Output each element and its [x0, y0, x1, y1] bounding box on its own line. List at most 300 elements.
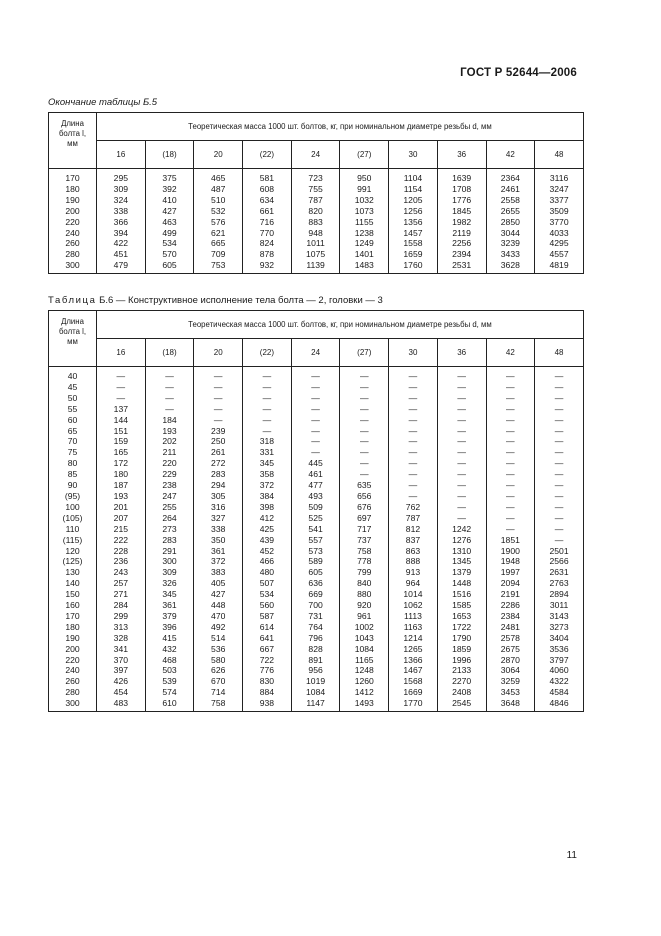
table-row — [49, 217, 584, 228]
mass-cell: 283 — [145, 535, 194, 546]
mass-cell: 2094 — [486, 578, 535, 589]
mass-cell: — — [389, 491, 438, 502]
mass-cell: 1448 — [437, 578, 486, 589]
mass-cell: — — [535, 382, 584, 393]
mass-cell: 758 — [194, 698, 243, 711]
mass-cell: 454 — [97, 687, 146, 698]
mass-cell: 991 — [340, 184, 389, 195]
mass-cell: 961 — [340, 611, 389, 622]
table-row — [49, 676, 584, 687]
mass-cell: — — [389, 480, 438, 491]
length-cell: 180 — [49, 184, 97, 195]
table2-caption-rest: Б.6 — Конструктивное исполнение тела болта — 2, головки — 3 — [96, 295, 383, 306]
mass-cell: — — [389, 447, 438, 458]
mass-cell: 3143 — [535, 611, 584, 622]
mass-cell: 539 — [145, 676, 194, 687]
mass-cell: 394 — [97, 228, 146, 239]
mass-cell: 137 — [97, 404, 146, 415]
mass-cell: 487 — [194, 184, 243, 195]
mass-cell: — — [340, 426, 389, 437]
mass-cell: 1265 — [389, 644, 438, 655]
table-body — [49, 367, 584, 712]
length-cell: 160 — [49, 600, 97, 611]
table-row — [49, 600, 584, 611]
mass-cell: 222 — [97, 535, 146, 546]
mass-cell: 884 — [243, 687, 292, 698]
mass-cell: 576 — [194, 217, 243, 228]
mass-cell: 1760 — [389, 260, 438, 273]
mass-cell: — — [389, 415, 438, 426]
length-column-header — [49, 113, 97, 169]
mass-cell: 466 — [243, 556, 292, 567]
mass-cell: 2384 — [486, 611, 535, 622]
mass-cell: 938 — [243, 698, 292, 711]
mass-cell: — — [437, 382, 486, 393]
mass-cell: 372 — [243, 480, 292, 491]
mass-cell: 215 — [97, 524, 146, 535]
table-row — [49, 502, 584, 513]
mass-cell: 1356 — [389, 217, 438, 228]
table-row — [49, 578, 584, 589]
mass-cell: 172 — [97, 458, 146, 469]
mass-cell: 2394 — [437, 249, 486, 260]
mass-cell: 331 — [243, 447, 292, 458]
mass-cell: 878 — [243, 249, 292, 260]
table-row — [49, 546, 584, 557]
mass-cell: 541 — [291, 524, 340, 535]
mass-cell: — — [389, 404, 438, 415]
table-row — [49, 404, 584, 415]
mass-cell: 3273 — [535, 622, 584, 633]
mass-cell: 534 — [145, 238, 194, 249]
mass-cell: 479 — [97, 260, 146, 273]
mass-cell: — — [535, 502, 584, 513]
mass-cell: 536 — [194, 644, 243, 655]
mass-cell: 2763 — [535, 578, 584, 589]
length-cell: 180 — [49, 622, 97, 633]
mass-cell: 932 — [243, 260, 292, 273]
length-cell: (95) — [49, 491, 97, 502]
mass-cell: 243 — [97, 567, 146, 578]
length-cell: 90 — [49, 480, 97, 491]
mass-cell: 427 — [194, 589, 243, 600]
mass-cell: — — [340, 447, 389, 458]
mass-cell: 762 — [389, 502, 438, 513]
mass-cell: — — [340, 382, 389, 393]
mass-cell: 439 — [243, 535, 292, 546]
mass-cell: 2119 — [437, 228, 486, 239]
mass-cell: 255 — [145, 502, 194, 513]
mass-cell: 2545 — [437, 698, 486, 711]
mass-cell: — — [437, 513, 486, 524]
mass-cell: 1238 — [340, 228, 389, 239]
table-row — [49, 644, 584, 655]
table-row — [49, 535, 584, 546]
mass-cell: 328 — [97, 633, 146, 644]
table-row — [49, 611, 584, 622]
diameter-header-cell: 24 — [291, 339, 340, 367]
mass-cell: 950 — [340, 169, 389, 184]
mass-cell: 964 — [389, 578, 438, 589]
mass-cell: 634 — [243, 195, 292, 206]
mass-cell: — — [389, 458, 438, 469]
mass-cell: 753 — [194, 260, 243, 273]
length-cell: 70 — [49, 436, 97, 447]
mass-cell: 1002 — [340, 622, 389, 633]
mass-cell: 1948 — [486, 556, 535, 567]
mass-cell: 670 — [194, 676, 243, 687]
length-header-line: болта l, — [58, 129, 87, 138]
mass-cell: 700 — [291, 600, 340, 611]
mass-cell: — — [145, 382, 194, 393]
mass-cell: 1412 — [340, 687, 389, 698]
mass-cell: 669 — [291, 589, 340, 600]
table-b6 — [48, 310, 584, 712]
table-row — [49, 589, 584, 600]
mass-cell: 787 — [291, 195, 340, 206]
mass-cell: 309 — [97, 184, 146, 195]
mass-cell: 589 — [291, 556, 340, 567]
mass-cell: 913 — [389, 567, 438, 578]
mass-cell: — — [145, 404, 194, 415]
mass-cell: 3064 — [486, 665, 535, 676]
mass-cell: 667 — [243, 644, 292, 655]
length-cell: 55 — [49, 404, 97, 415]
mass-cell: 799 — [340, 567, 389, 578]
mass-cell: 1248 — [340, 665, 389, 676]
mass-cell: 3509 — [535, 206, 584, 217]
mass-cell: 1147 — [291, 698, 340, 711]
mass-cell: 264 — [145, 513, 194, 524]
mass-cell: 574 — [145, 687, 194, 698]
mass-cell: 272 — [194, 458, 243, 469]
mass-cell: 1790 — [437, 633, 486, 644]
mass-cell: 361 — [194, 546, 243, 557]
mass-cell: — — [535, 524, 584, 535]
length-cell: 100 — [49, 502, 97, 513]
table-b5-continuation — [48, 112, 584, 274]
table-row — [49, 622, 584, 633]
length-cell: 130 — [49, 567, 97, 578]
mass-cell: 2655 — [486, 206, 535, 217]
table-row — [49, 436, 584, 447]
mass-cell: 948 — [291, 228, 340, 239]
mass-cell: 492 — [194, 622, 243, 633]
length-header-line: Длина — [61, 119, 84, 128]
table-row — [49, 238, 584, 249]
diameter-header-cell: 16 — [97, 339, 146, 367]
mass-cell: 2531 — [437, 260, 486, 273]
mass-cell: — — [437, 367, 486, 382]
length-header-line: мм — [67, 337, 78, 346]
mass-cell: — — [486, 469, 535, 480]
mass-cell: 1845 — [437, 206, 486, 217]
mass-cell: 737 — [340, 535, 389, 546]
mass-cell: 3770 — [535, 217, 584, 228]
mass-cell: 731 — [291, 611, 340, 622]
mass-cell: — — [389, 469, 438, 480]
mass-cell: 165 — [97, 447, 146, 458]
mass-cell: 840 — [340, 578, 389, 589]
length-cell: 280 — [49, 687, 97, 698]
mass-cell: 384 — [243, 491, 292, 502]
mass-cell: — — [437, 502, 486, 513]
mass-cell: 366 — [97, 217, 146, 228]
mass-cell: 2270 — [437, 676, 486, 687]
mass-cell: 483 — [97, 698, 146, 711]
mass-cell: 1019 — [291, 676, 340, 687]
mass-cell: 432 — [145, 644, 194, 655]
mass-cell: 880 — [340, 589, 389, 600]
mass-cell: — — [243, 404, 292, 415]
mass-cell: — — [97, 367, 146, 382]
mass-cell: 327 — [194, 513, 243, 524]
length-cell: 220 — [49, 655, 97, 666]
mass-cell: 338 — [194, 524, 243, 535]
mass-cell: 180 — [97, 469, 146, 480]
mass-cell: — — [291, 367, 340, 382]
document-id: ГОСТ Р 52644—2006 — [460, 67, 577, 79]
table-row — [49, 633, 584, 644]
length-cell: 80 — [49, 458, 97, 469]
length-cell: 220 — [49, 217, 97, 228]
mass-cell: 480 — [243, 567, 292, 578]
mass-cell: 493 — [291, 491, 340, 502]
mass-cell: — — [486, 491, 535, 502]
mass-cell: 316 — [194, 502, 243, 513]
mass-cell: — — [486, 415, 535, 426]
mass-cell: 676 — [340, 502, 389, 513]
mass-cell: 361 — [145, 600, 194, 611]
mass-cell: 920 — [340, 600, 389, 611]
mass-cell: 318 — [243, 436, 292, 447]
mass-cell: 557 — [291, 535, 340, 546]
mass-cell: 560 — [243, 600, 292, 611]
mass-cell: 1011 — [291, 238, 340, 249]
mass-cell: 888 — [389, 556, 438, 567]
mass-cell: — — [340, 458, 389, 469]
length-cell: (125) — [49, 556, 97, 567]
mass-span-header: Теоретическая масса 1000 шт. болтов, кг, при номинальном диаметре резьбы d, мм — [97, 311, 584, 339]
mass-cell: 2850 — [486, 217, 535, 228]
mass-cell: 4060 — [535, 665, 584, 676]
mass-cell: — — [340, 436, 389, 447]
mass-cell: 1062 — [389, 600, 438, 611]
mass-cell: 228 — [97, 546, 146, 557]
mass-cell: 956 — [291, 665, 340, 676]
mass-cell: 1104 — [389, 169, 438, 184]
mass-cell: — — [194, 415, 243, 426]
mass-cell: 211 — [145, 447, 194, 458]
mass-cell: 587 — [243, 611, 292, 622]
mass-cell: — — [243, 382, 292, 393]
table2-caption — [48, 295, 383, 306]
mass-cell: 507 — [243, 578, 292, 589]
mass-cell: 525 — [291, 513, 340, 524]
mass-cell: 722 — [243, 655, 292, 666]
mass-cell: 300 — [145, 556, 194, 567]
mass-cell: 3404 — [535, 633, 584, 644]
mass-cell: 1014 — [389, 589, 438, 600]
mass-cell: — — [194, 393, 243, 404]
mass-cell: 837 — [389, 535, 438, 546]
diameter-header-cell: 16 — [97, 141, 146, 169]
mass-cell: 605 — [145, 260, 194, 273]
mass-cell: 1467 — [389, 665, 438, 676]
mass-cell: — — [194, 382, 243, 393]
mass-cell: 626 — [194, 665, 243, 676]
mass-cell: 2408 — [437, 687, 486, 698]
table-row — [49, 228, 584, 239]
mass-cell: 4846 — [535, 698, 584, 711]
mass-cell: 207 — [97, 513, 146, 524]
mass-cell: 283 — [194, 469, 243, 480]
mass-cell: 397 — [97, 665, 146, 676]
table-row — [49, 447, 584, 458]
diameter-header-row — [49, 141, 584, 169]
mass-cell: 247 — [145, 491, 194, 502]
mass-cell: 358 — [243, 469, 292, 480]
mass-cell: — — [535, 426, 584, 437]
mass-cell: 503 — [145, 665, 194, 676]
mass-cell: 1242 — [437, 524, 486, 535]
mass-cell: — — [389, 436, 438, 447]
mass-cell: 2558 — [486, 195, 535, 206]
mass-cell: — — [389, 426, 438, 437]
diameter-header-row — [49, 339, 584, 367]
mass-cell: — — [535, 367, 584, 382]
mass-cell: 461 — [291, 469, 340, 480]
mass-cell: 470 — [194, 611, 243, 622]
mass-cell: 1457 — [389, 228, 438, 239]
table-row — [49, 698, 584, 711]
mass-cell: 151 — [97, 426, 146, 437]
mass-cell: 2191 — [486, 589, 535, 600]
mass-cell: 3247 — [535, 184, 584, 195]
length-header-line: Длина — [61, 317, 84, 326]
mass-cell: 3259 — [486, 676, 535, 687]
table-row — [49, 513, 584, 524]
mass-cell: 510 — [194, 195, 243, 206]
mass-cell: 477 — [291, 480, 340, 491]
mass-cell: — — [340, 404, 389, 415]
table-row — [49, 260, 584, 273]
mass-cell: — — [145, 393, 194, 404]
table-row — [49, 184, 584, 195]
mass-cell: 2364 — [486, 169, 535, 184]
length-cell: 260 — [49, 676, 97, 687]
mass-cell: — — [291, 426, 340, 437]
mass-cell: 239 — [194, 426, 243, 437]
mass-cell: 697 — [340, 513, 389, 524]
table-row — [49, 367, 584, 382]
table-row — [49, 195, 584, 206]
table-row — [49, 415, 584, 426]
length-cell: 240 — [49, 228, 97, 239]
table2-caption-prefix: Таблица — [48, 295, 97, 306]
mass-cell: 345 — [243, 458, 292, 469]
mass-cell: 220 — [145, 458, 194, 469]
mass-cell: 758 — [340, 546, 389, 557]
mass-cell: — — [340, 469, 389, 480]
mass-cell: 405 — [194, 578, 243, 589]
diameter-header-cell: 36 — [437, 141, 486, 169]
mass-cell: 1084 — [291, 687, 340, 698]
mass-cell: 3433 — [486, 249, 535, 260]
mass-cell: 2501 — [535, 546, 584, 557]
mass-cell: 426 — [97, 676, 146, 687]
mass-cell: — — [535, 480, 584, 491]
mass-cell: 820 — [291, 206, 340, 217]
mass-cell: 1155 — [340, 217, 389, 228]
diameter-header-cell: 24 — [291, 141, 340, 169]
mass-cell: 1708 — [437, 184, 486, 195]
table-row — [49, 249, 584, 260]
mass-cell: 425 — [243, 524, 292, 535]
mass-cell: 238 — [145, 480, 194, 491]
mass-cell: 1669 — [389, 687, 438, 698]
mass-cell: 338 — [97, 206, 146, 217]
diameter-header-cell: 48 — [535, 141, 584, 169]
mass-cell: 1859 — [437, 644, 486, 655]
diameter-header-cell: (18) — [145, 339, 194, 367]
length-cell: 170 — [49, 169, 97, 184]
mass-cell: 3116 — [535, 169, 584, 184]
length-header-line: болта l, — [58, 327, 87, 336]
mass-cell: 778 — [340, 556, 389, 567]
mass-cell: — — [340, 415, 389, 426]
length-cell: 120 — [49, 546, 97, 557]
mass-cell: 1659 — [389, 249, 438, 260]
mass-cell: — — [486, 426, 535, 437]
mass-cell: 514 — [194, 633, 243, 644]
diameter-header-cell: 30 — [389, 339, 438, 367]
mass-cell: 1585 — [437, 600, 486, 611]
mass-cell: 656 — [340, 491, 389, 502]
mass-cell: 410 — [145, 195, 194, 206]
mass-cell: 350 — [194, 535, 243, 546]
mass-cell: 257 — [97, 578, 146, 589]
mass-cell: 271 — [97, 589, 146, 600]
mass-cell: 1113 — [389, 611, 438, 622]
mass-cell: 1851 — [486, 535, 535, 546]
mass-cell: 1722 — [437, 622, 486, 633]
mass-cell: 1163 — [389, 622, 438, 633]
mass-cell: 1073 — [340, 206, 389, 217]
mass-cell: — — [243, 426, 292, 437]
mass-cell: 828 — [291, 644, 340, 655]
mass-cell: — — [437, 436, 486, 447]
diameter-header-cell: (22) — [243, 339, 292, 367]
mass-cell: 2870 — [486, 655, 535, 666]
diameter-header-cell: 36 — [437, 339, 486, 367]
length-cell: 300 — [49, 260, 97, 273]
table-row — [49, 491, 584, 502]
mass-cell: 422 — [97, 238, 146, 249]
mass-cell: 1310 — [437, 546, 486, 557]
mass-cell: 621 — [194, 228, 243, 239]
table-row — [49, 480, 584, 491]
length-cell: (105) — [49, 513, 97, 524]
mass-cell: — — [535, 436, 584, 447]
mass-cell: — — [535, 491, 584, 502]
mass-cell: 1260 — [340, 676, 389, 687]
mass-cell: 159 — [97, 436, 146, 447]
mass-cell: — — [486, 502, 535, 513]
mass-cell: 383 — [194, 567, 243, 578]
mass-cell: — — [486, 404, 535, 415]
mass-cell: 635 — [340, 480, 389, 491]
